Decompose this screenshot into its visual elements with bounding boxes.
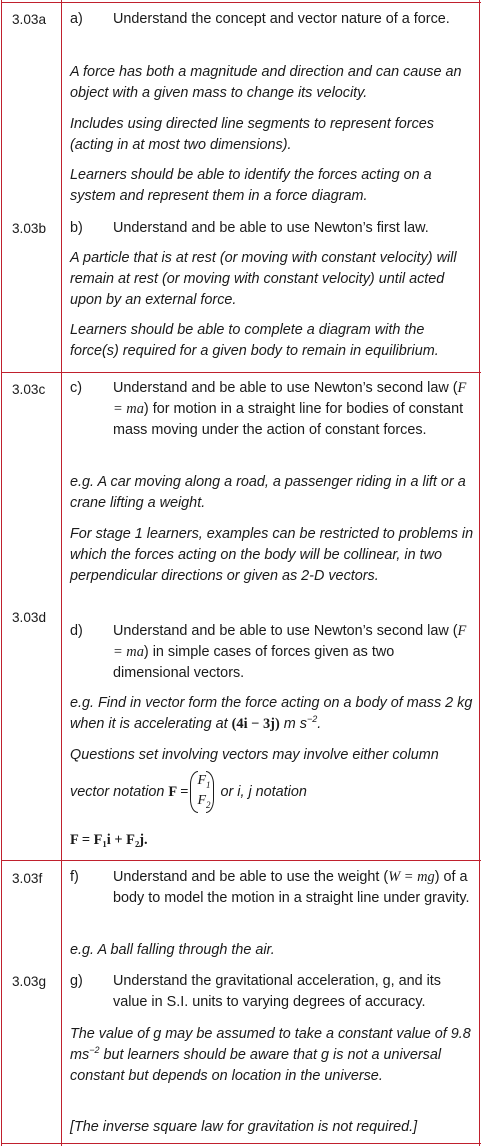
note: Learners should be able to complete a diagram with the force(s) required for a given body to remain in equilibrium. [70,322,439,359]
item-letter: g) [70,973,83,989]
note [70,1024,474,1087]
row-divider-2 [1,860,481,861]
item-statement: Understand and be able to use Newton’s first law. [113,220,429,236]
item-letter: b) [70,220,83,236]
item-a [70,9,472,30]
note: A force has both a magnitude and direction and can cause an object with a given mass to change its velocity. [70,64,462,101]
unit: m s [283,716,307,732]
example-text: e.g. Find in vector form the force acting on a body of mass 2 kg when it is accelerating at [70,695,473,732]
note-text: The value of g may be assumed to take a constant value of 9.8 ms [70,1026,471,1063]
code-3-03a: 3.03a [12,12,47,27]
item-c [70,378,472,441]
table-border-bottom [1,1143,481,1144]
table-border-top [1,2,481,3]
note: For stage 1 learners, examples can be restricted to problems in which the forces acting on the body will be collinear, in two perpendicular directions or given as 2-D vectors. [70,526,474,584]
code-3-03b: 3.03b [12,221,47,236]
note: e.g. A ball falling through the air. [70,942,275,958]
note: A particle that is at rest (or moving with constant velocity) will remain at rest (or moving with constant velocity) until acted upon by an external force. [70,250,457,308]
code-3-03f: 3.03f [12,871,43,886]
note: Learners should be able to identify the forces acting on a system and represent them in a force diagram. [70,167,432,204]
vector-text: vector notation [70,784,165,800]
vector-notation-line [70,771,474,813]
item-statement [113,867,472,909]
row-divider-1 [1,372,481,373]
bracket-note: [The inverse square law for gravitation is not required.] [70,1119,418,1135]
formula: F = ma [113,380,467,417]
item-letter: a) [70,11,83,27]
statement-text: ) in simple cases of forces given as two dimensional vectors. [113,644,395,681]
vector-text: or i, j notation [220,784,307,800]
vector-entry: F [197,793,207,809]
item-b [70,218,472,239]
exponent: −2 [89,1045,100,1056]
item-letter: c) [70,380,82,396]
statement-text: Understand and be able to use Newton’s second law ( [113,380,458,396]
item-statement: Understand the gravitational acceleration, g, and its value in S.I. units to varying degrees of accuracy. [113,973,441,1010]
note-example: e.g. Find in vector form the force acting on a body of mass 2 kg when it is accelerating at (4i − 3j) m $s^{-2}$. [70,695,473,732]
statement-text: Understand and be able to use the weight ( [113,869,389,885]
table-border-right [479,0,480,1146]
statement-text: ) of a body to model the motion in a straight line under gravity. [113,869,470,906]
item-statement [113,621,472,684]
item-statement [113,378,472,441]
code-3-03c: 3.03c [12,382,46,397]
note: Includes using directed line segments to represent forces (acting in at most two dimensions). [70,116,434,153]
column-vector: $F_1$ $F_2$ [190,771,214,813]
item-statement: Understand the concept and vector nature of a force. [113,11,450,27]
item-f [70,867,472,909]
code-3-03g: 3.03g [12,974,47,989]
vector-entry: F [197,773,207,789]
formula: W = mg [388,869,435,885]
note: Questions set involving vectors may involve either column [70,747,439,763]
note-text: but learners should be aware that g is not a universal constant but depends on location in the universe. [70,1047,442,1084]
statement-text: Understand and be able to use Newton’s second law ( [113,623,458,639]
item-g [70,971,472,1013]
column-divider [61,0,62,1146]
statement-text: ) for motion in a straight line for bodies of constant mass moving under the action of constant forces. [113,401,464,438]
exponent: −2 [306,714,318,725]
item-letter: d) [70,623,83,639]
item-letter: f) [70,869,79,885]
formula: F = ma [113,623,467,660]
item-d [70,621,472,684]
final-formula: F = F₁i + F₂j. [70,832,148,848]
note: e.g. A car moving along a road, a passenger riding in a lift or a crane lifting a weight. [70,474,466,511]
table-border-left [1,0,2,1146]
code-3-03d: 3.03d [12,610,47,625]
formula: (4i − 3j) [231,716,280,732]
formula: F = [168,784,189,800]
